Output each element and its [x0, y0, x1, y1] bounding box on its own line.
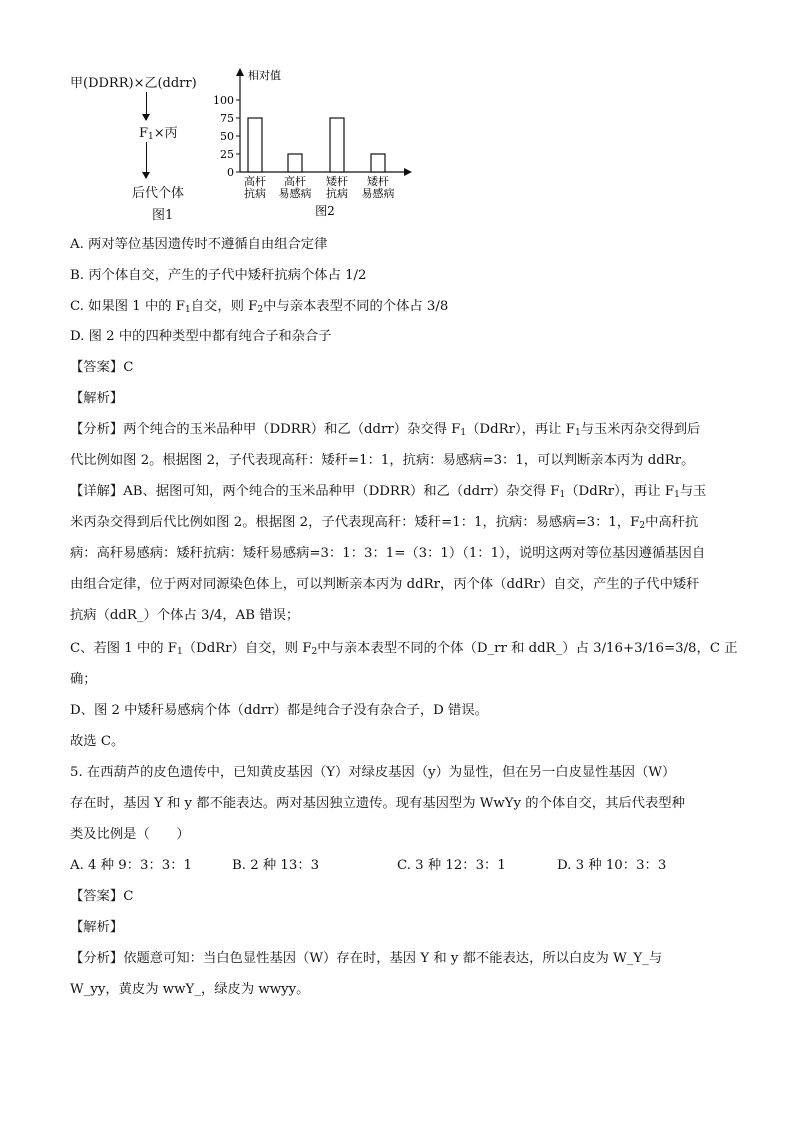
category-label: 矮杆 [367, 175, 389, 188]
xiangjie-c-line-2: 确； [70, 672, 97, 687]
bar [288, 154, 302, 172]
answer-line [70, 359, 133, 377]
y-axis-label: 相对值 [248, 69, 281, 82]
category-label: 易感病 [278, 187, 312, 200]
figure-1-caption: 图1 [152, 208, 174, 223]
xiangjie-line-3: 病：高秆易感病：矮秆抗病：矮秆易感病=3：1：3：1=（3：1）（1：1），说明这两对等位基因遵循基因自 [70, 546, 706, 561]
category-label: 矮杆 [326, 175, 348, 188]
xiangjie-line-1: 【详解】AB、据图可知，两个纯合的玉米品种甲（DDRR）和乙（ddrr）杂交得 $F_1(DdRr)$，再让 $F_1$与玉 [70, 484, 707, 500]
answer-label: 【答案】 [70, 360, 124, 375]
category-label: 高杆 [244, 175, 266, 188]
conclusion-line: 故选 C。 [70, 734, 125, 749]
category-label: 高杆 [284, 175, 306, 188]
xiangjie-c-line-1: C、若图 1 中的 $F_1(DdRr)$自交，则 $F_2$中与亲本表型不同的个体（D_rr 和 ddR_）占 3/16+3/16=3/8，C 正 [70, 641, 738, 657]
y-tick-label: 25 [220, 148, 234, 161]
xiangjie-line-4: 由组合定律，位于两对同源染色体上，可以判断亲本丙为 ddRr，丙个体（ddRr）自交，产生的子代中矮秆 [70, 577, 700, 592]
q5-answer-line [70, 888, 133, 906]
q5-option-c: C. 3 种 12：3：1 [397, 858, 506, 873]
y-tick-label: 75 [220, 112, 234, 125]
parent-cross: 甲(DDRR)×乙(ddrr) [70, 76, 197, 91]
q5-stem-line-1: 5. 在西葫芦的皮色遗传中，已知黄皮基因（Y）对绿皮基因（y）为显性，但在另一白皮显性基因（W） [70, 765, 676, 780]
y-tick-label: 100 [213, 94, 234, 107]
figure-2-caption: 图2 [315, 204, 335, 218]
analysis-heading: 【解析】 [70, 391, 124, 406]
arrow-down-icon [146, 92, 147, 120]
option-b: B. 丙个体自交，产生的子代中矮秆抗病个体占 1/2 [70, 268, 367, 283]
category-label: 抗病 [326, 187, 348, 200]
q5-answer-label: 【答案】 [70, 889, 124, 904]
bar [248, 118, 262, 172]
figure-1-cross-diagram [70, 66, 230, 226]
bar [330, 118, 344, 172]
q5-option-d: D. 3 种 10：3：3 [557, 858, 667, 873]
category-label: 抗病 [244, 187, 266, 200]
offspring-label: 后代个体 [132, 186, 185, 201]
x-axis-arrow-icon [404, 168, 412, 176]
fenxi-line-1: 【分析】两个纯合的玉米品种甲（DDRR）和乙（ddrr）杂交得 $F_1(DdRr)$，再让 $F_1$与玉米丙杂交得到后 [70, 422, 701, 438]
q5-option-b: B. 2 种 13：3 [232, 858, 320, 873]
f1-cross: $F_1\times$丙 [139, 126, 178, 142]
y-tick-label: 0 [227, 166, 234, 179]
category-label: 易感病 [361, 187, 395, 200]
q5-fenxi-line-2: W_yy，黄皮为 wwY_，绿皮为 wwyy。 [70, 982, 310, 997]
q5-stem-line-2: 存在时，基因 Y 和 y 都不能表达。两对基因独立遗传。现有基因型为 WwYy 的个体自交，其后代表型种 [70, 796, 685, 811]
option-c: C. 如果图 1 中的 $F_1$自交，则 $F_2$中与亲本表型不同的个体占 3/8 [70, 299, 449, 315]
xiangjie-line-2: 米丙杂交得到后代比例如图 2。根据图 2，子代表现高秆：矮秆=1：1，抗病：易感病=3：1，$F_2$中高秆抗 [70, 515, 699, 531]
bar-chart-svg [212, 62, 422, 227]
fenxi-line-2: 代比例如图 2。根据图 2，子代表现高秆：矮秆=1：1，抗病：易感病=3：1，可以判断亲本丙为 ddRr。 [70, 453, 695, 468]
option-a: A. 两对等位基因遗传时不遵循自由组合定律 [70, 237, 328, 252]
xiangjie-d-line: D、图 2 中矮秆易感病个体（ddrr）都是纯合子没有杂合子，D 错误。 [70, 703, 488, 718]
q5-option-a: A. 4 种 9：3：3：1 [70, 858, 192, 873]
y-tick-label: 50 [220, 130, 234, 143]
xiangjie-line-5: 抗病（ddR_）个体占 3/4，AB 错误； [70, 608, 300, 623]
option-d: D. 图 2 中的四种类型中都有纯合子和杂合子 [70, 329, 332, 344]
y-axis-arrow-icon [236, 68, 244, 76]
answer-value: C [123, 360, 134, 375]
q5-answer-value: C [123, 889, 134, 904]
figure-2-bar-chart [212, 62, 422, 227]
q5-fenxi-line-1: 【分析】依题意可知：当白色显性基因（W）存在时，基因 Y 和 y 都不能表达，所以白皮为 W_Y_与 [70, 951, 663, 966]
q5-analysis-heading: 【解析】 [70, 920, 124, 935]
arrow-down-icon [146, 142, 147, 178]
q5-stem-line-3: 类及比例是（ ） [70, 827, 190, 842]
bar [371, 154, 385, 172]
